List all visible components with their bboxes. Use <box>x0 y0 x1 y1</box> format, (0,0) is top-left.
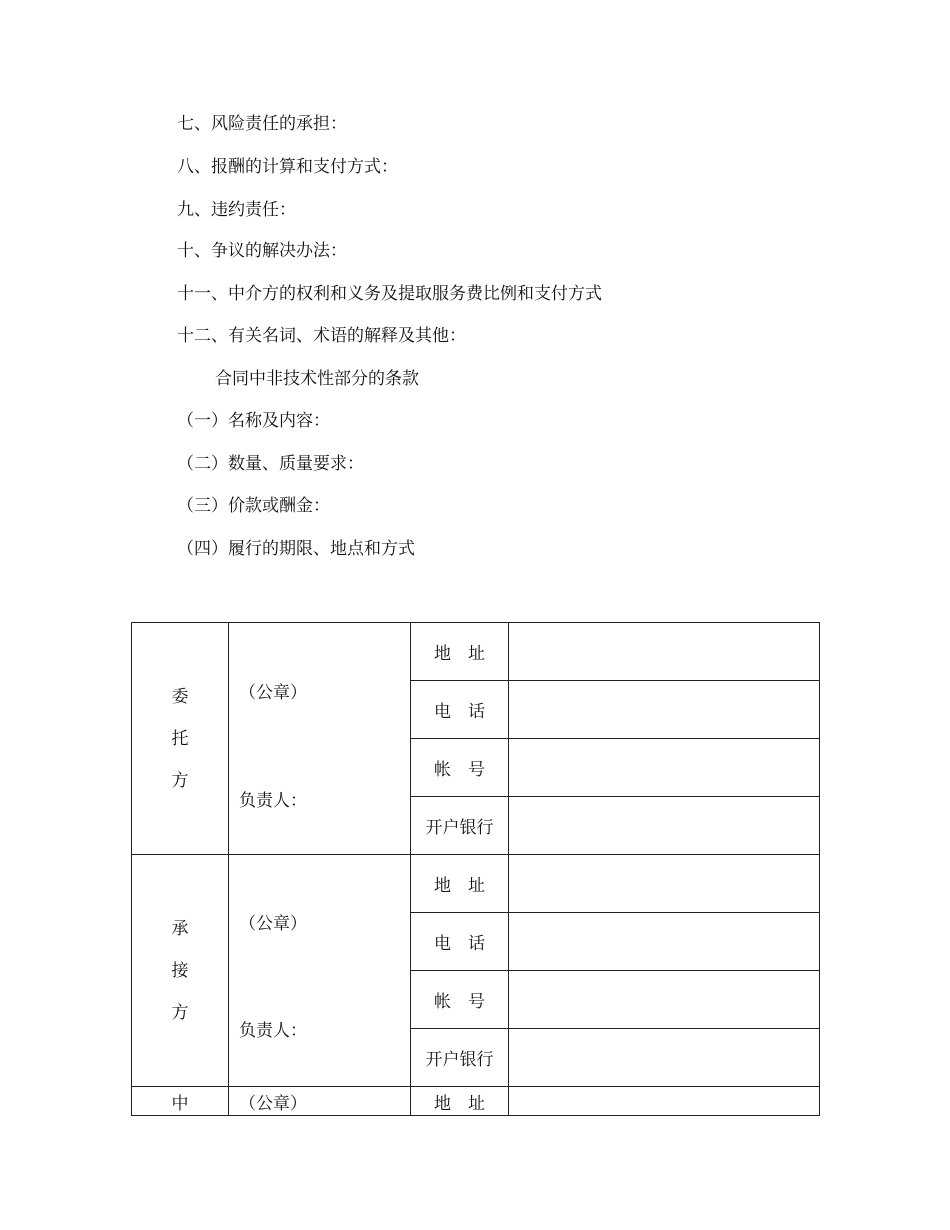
address-label: 地 址 <box>411 1087 509 1116</box>
party-char: 方 <box>171 770 189 791</box>
account-label: 帐 号 <box>411 739 509 797</box>
party-char: 委 <box>171 686 189 707</box>
account-field[interactable] <box>509 739 820 797</box>
party-cell-intermediary <box>132 1087 229 1116</box>
address-label: 地 址 <box>411 855 509 913</box>
clause-8: 八、报酬的计算和支付方式： <box>177 157 398 177</box>
party-cell-contractor <box>132 855 229 1087</box>
responsible-label: 负责人： <box>239 1021 307 1041</box>
clause-9: 九、违约责任： <box>177 200 296 220</box>
item-4: （四）履行的期限、地点和方式 <box>177 539 415 559</box>
seal-cell <box>229 623 411 855</box>
seal-label: （公章） <box>239 683 307 703</box>
table-row <box>132 623 820 681</box>
seal-cell <box>229 1087 411 1116</box>
bank-label: 开户银行 <box>411 1029 509 1087</box>
signature-table <box>131 622 820 1116</box>
bank-label: 开户银行 <box>411 797 509 855</box>
address-label: 地 址 <box>411 623 509 681</box>
phone-label: 电 话 <box>411 913 509 971</box>
party-char: 承 <box>171 918 189 939</box>
address-field[interactable] <box>509 623 820 681</box>
responsible-label: 负责人： <box>239 791 307 811</box>
item-1: （一）名称及内容： <box>177 411 330 431</box>
bank-field[interactable] <box>509 797 820 855</box>
phone-field[interactable] <box>509 681 820 739</box>
seal-label: （公章） <box>239 1093 307 1114</box>
table-row <box>132 1087 820 1116</box>
address-field[interactable] <box>509 1087 820 1116</box>
clause-10: 十、争议的解决办法： <box>177 241 347 261</box>
phone-field[interactable] <box>509 913 820 971</box>
table-row <box>132 855 820 913</box>
subheading: 合同中非技术性部分的条款 <box>215 369 419 389</box>
address-field[interactable] <box>509 855 820 913</box>
party-cell-client <box>132 623 229 855</box>
party-char: 接 <box>171 960 189 981</box>
account-label: 帐 号 <box>411 971 509 1029</box>
item-3: （三）价款或酬金： <box>177 496 330 516</box>
party-char: 托 <box>171 728 189 749</box>
phone-label: 电 话 <box>411 681 509 739</box>
clause-12: 十二、有关名词、术语的解释及其他： <box>177 326 466 346</box>
party-char: 方 <box>171 1002 189 1023</box>
seal-cell <box>229 855 411 1087</box>
account-field[interactable] <box>509 971 820 1029</box>
bank-field[interactable] <box>509 1029 820 1087</box>
seal-label: （公章） <box>239 914 307 934</box>
item-2: （二）数量、质量要求： <box>177 454 364 474</box>
clause-7: 七、风险责任的承担： <box>177 114 347 134</box>
party-char: 中 <box>171 1093 189 1114</box>
clause-11: 十一、中介方的权利和义务及提取服务费比例和支付方式 <box>177 284 602 304</box>
